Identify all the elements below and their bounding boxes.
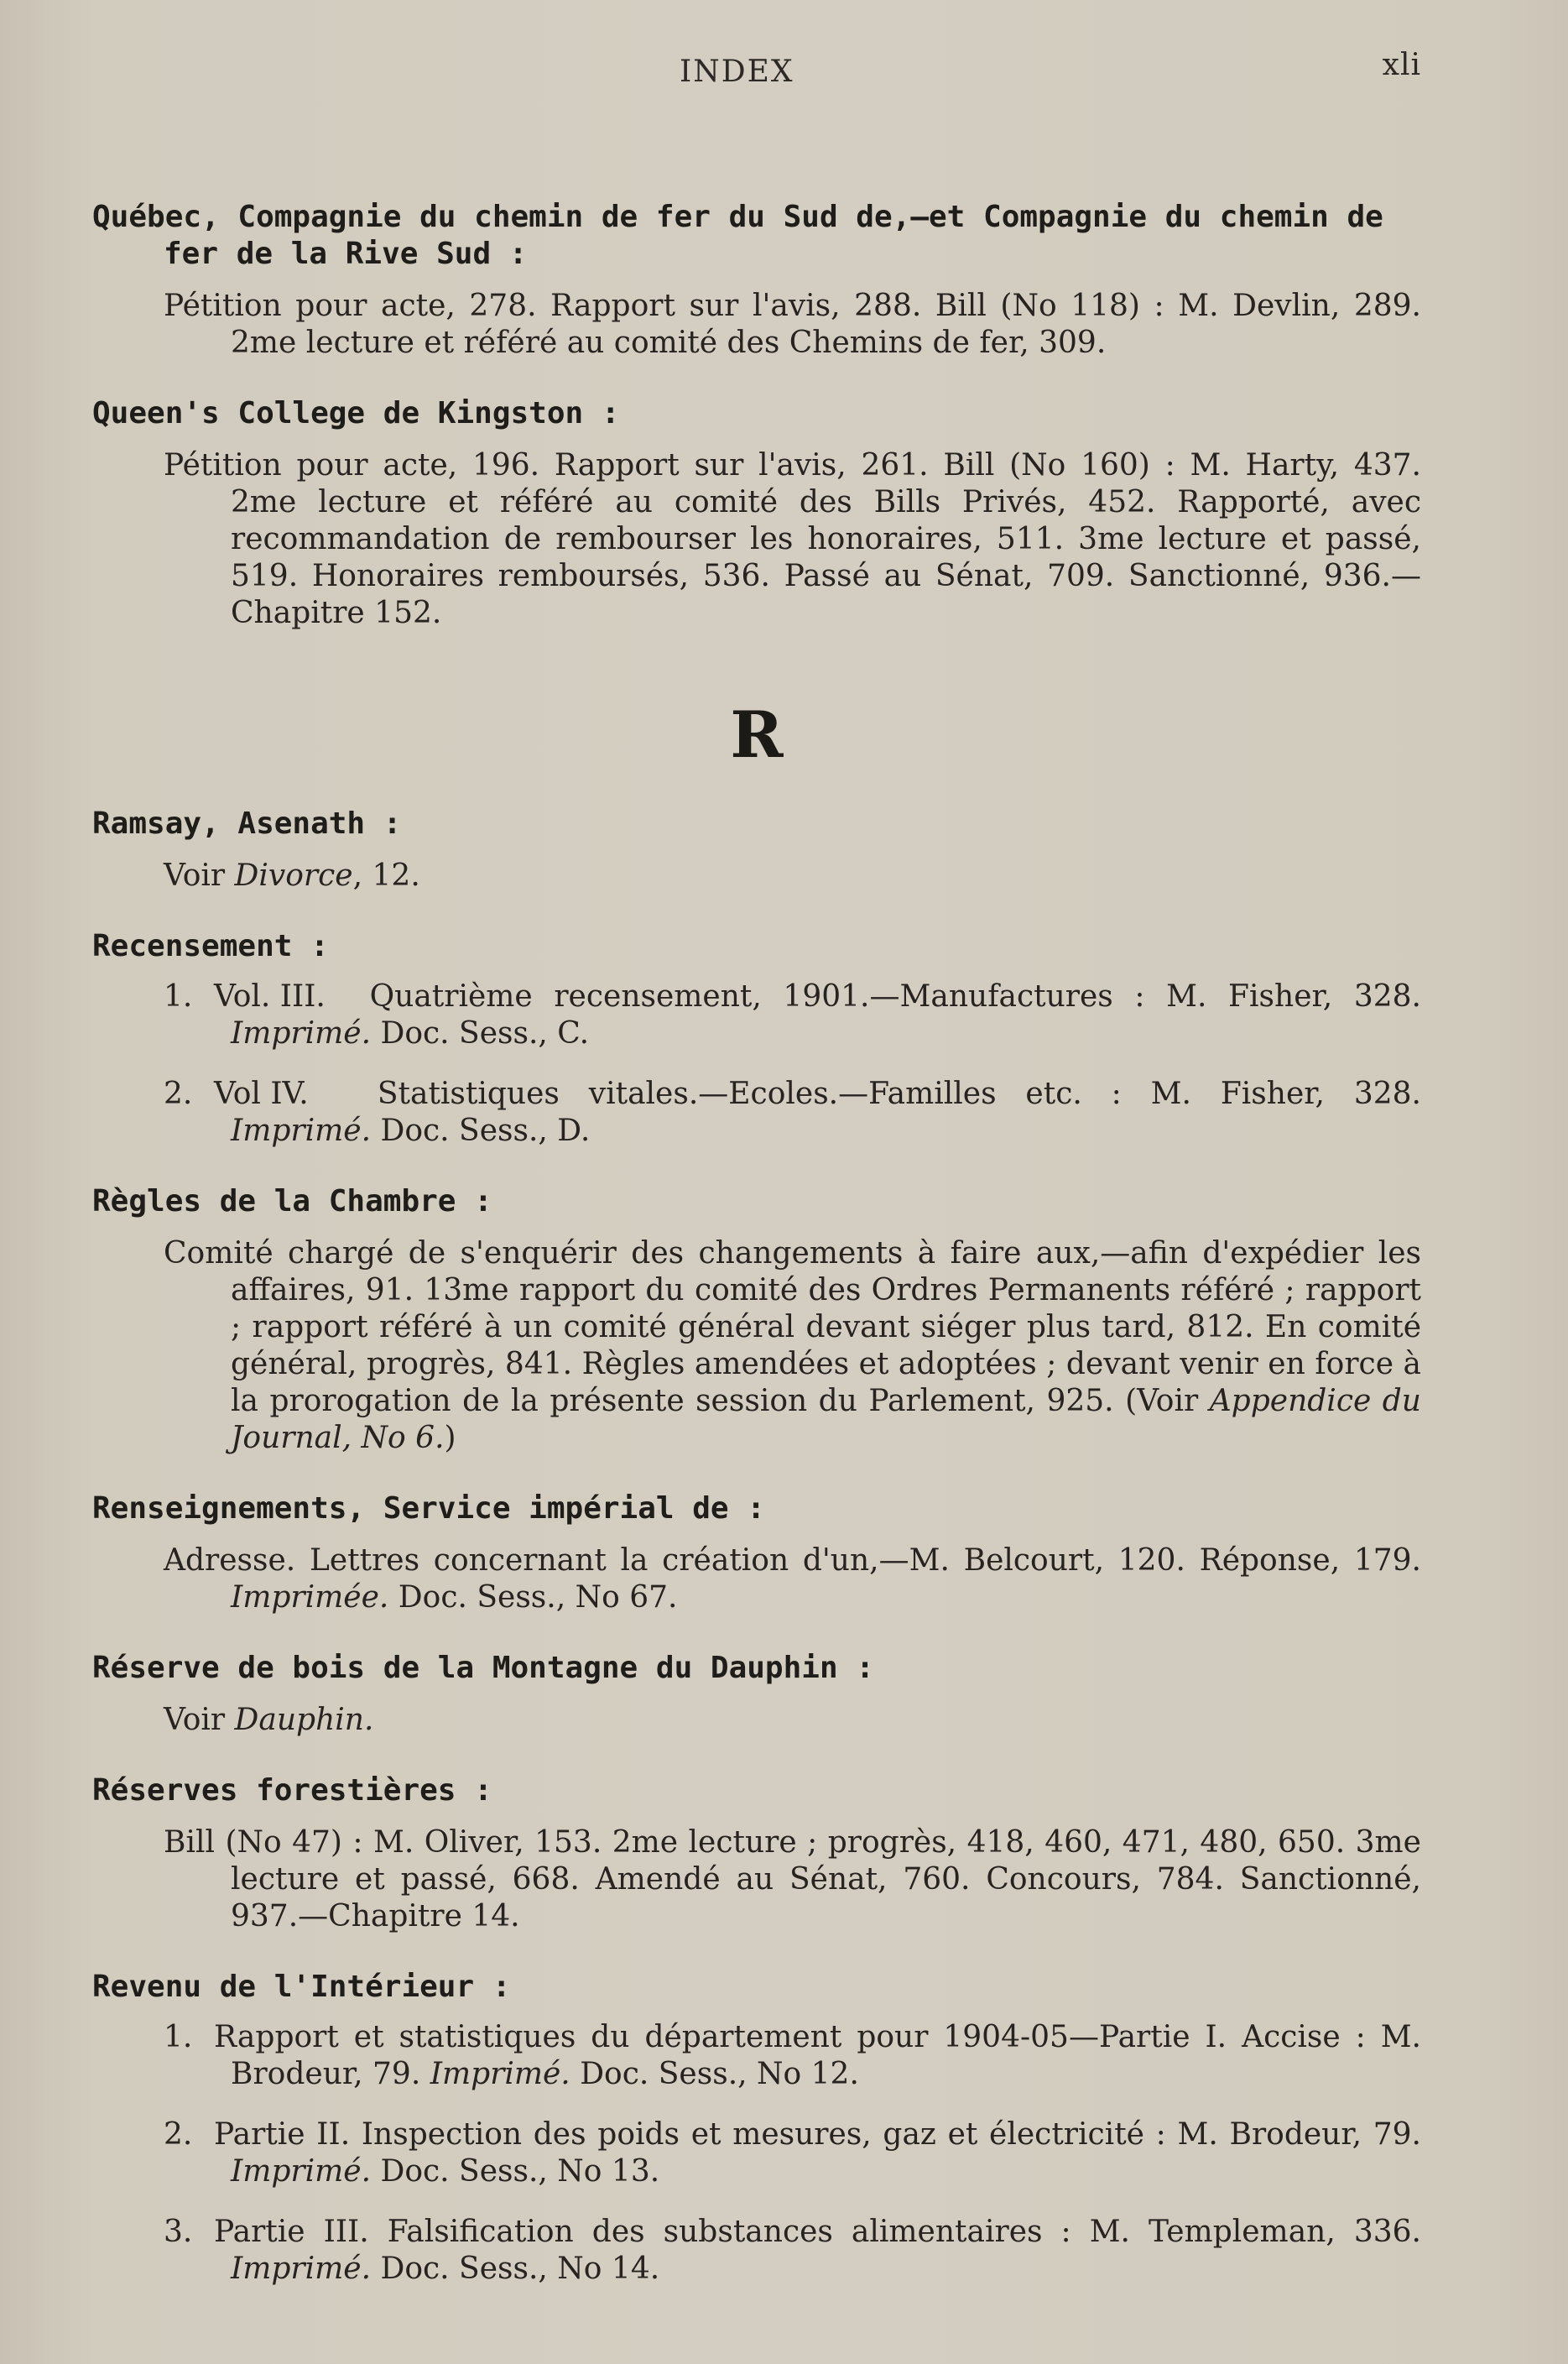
entry-body xyxy=(92,1542,1421,1616)
list-item xyxy=(92,978,1421,1052)
item-italic: Imprimé. xyxy=(231,1114,372,1148)
item-lead: Vol. III. xyxy=(214,979,326,1014)
index-entry-regles xyxy=(92,1183,1421,1457)
list-item xyxy=(92,1076,1421,1150)
entry-heading: Réserve de bois de la Montagne du Dauphin : xyxy=(92,1651,874,1685)
entry-body xyxy=(92,858,1421,895)
list-item xyxy=(92,2019,1421,2093)
item-italic: Imprimé. xyxy=(231,1016,372,1051)
section-letter: R xyxy=(730,697,784,772)
index-entry-queens-college xyxy=(92,395,1421,632)
item-text: Quatrième recensement, 1901.—Manufactures : M. Fisher, 328. xyxy=(369,979,1421,1014)
body-suffix: Doc. Sess., No 67. xyxy=(398,1580,678,1615)
body-suffix: , 12. xyxy=(352,858,420,893)
body-prefix: Voir xyxy=(164,858,235,893)
entry-body: Pétition pour acte, 278. Rapport sur l'avis, 288. Bill (No 118) : M. Devlin, 289. 2me lecture et référé au comité des Chemins de fer, 309. xyxy=(164,289,1421,360)
item-text: Partie II. Inspection des poids et mesures, gaz et électricité : M. Brodeur, 79. xyxy=(214,2117,1421,2152)
item-lead: Vol IV. xyxy=(214,1077,309,1111)
entry-heading: Québec, Compagnie du chemin de fer du Sud de,—et Compagnie du chemin de fer de la Rive Sud : xyxy=(92,200,1383,271)
item-text: Statistiques vitales.—Ecoles.—Familles etc. : M. Fisher, 328. xyxy=(377,1077,1421,1111)
item-italic: Imprimé. xyxy=(231,2252,372,2286)
entry-body: Pétition pour acte, 196. Rapport sur l'avis, 261. Bill (No 160) : M. Harty, 437. 2me lecture et référé au comité des Bills Privés, 452. Rapporté, avec recommandation de rembourser les honoraires, 511. 3me lecture et passé, 519. Honoraires remboursés, 536. Passé au Sénat, 709. Sanctionné, 936.—Chapitre 152. xyxy=(164,448,1421,630)
entry-heading: Règles de la Chambre : xyxy=(92,1184,492,1219)
body-text: Comité chargé de s'enquérir des changements à faire aux,—afin d'expédier les affaires, 91. 13me rapport du comité des Ordres Permanents référé ; rapport ; rapport référé à un comité général devant siéger plus tard, 812. En comité général, progrès, 841. Règles amendées et adoptées ; devant venir en force à la prorogation de la présente session du Parlement, 925. (Voir xyxy=(164,1236,1421,1418)
item-tail: Doc. Sess., No 14. xyxy=(380,2252,660,2286)
index-entry-renseignements xyxy=(92,1490,1421,1616)
item-text: Partie III. Falsification des substances alimentaires : M. Templeman, 336. xyxy=(214,2215,1421,2249)
index-entry-ramsay xyxy=(92,806,1421,895)
body-italic: Divorce xyxy=(234,858,353,893)
running-head-title: INDEX xyxy=(680,55,794,89)
body-text: Adresse. Lettres concernant la création d'un,—M. Belcourt, 120. Réponse, 179. xyxy=(164,1543,1421,1578)
index-entry-quebec xyxy=(92,199,1421,362)
page-number: xli xyxy=(1382,48,1421,82)
item-number: 1. xyxy=(164,2020,193,2054)
body-italic: Appendice du Journal, No 6. xyxy=(231,1384,1421,1455)
body-prefix: Voir xyxy=(164,1703,235,1737)
item-italic: Imprimé. xyxy=(430,2057,570,2091)
body-suffix: ) xyxy=(444,1421,456,1455)
item-tail: Doc. Sess., No 13. xyxy=(380,2154,660,2189)
index-entry-recensement xyxy=(92,928,1421,1150)
entry-body xyxy=(92,1702,1421,1739)
running-head xyxy=(92,46,1421,105)
item-text: Rapport et statistiques du département pour 1904-05—Partie I. Accise : M. Brodeur, 79. xyxy=(214,2020,1421,2091)
item-italic: Imprimé. xyxy=(231,2154,372,2189)
item-tail: Doc. Sess., C. xyxy=(380,1016,590,1051)
index-entry-revenu xyxy=(92,1969,1421,2288)
entry-heading: Renseignements, Service impérial de : xyxy=(92,1491,765,1526)
entry-body xyxy=(92,1235,1421,1457)
entry-heading: Revenu de l'Intérieur : xyxy=(92,1970,511,2004)
item-tail: Doc. Sess., No 12. xyxy=(580,2057,859,2091)
item-number: 2. xyxy=(164,1077,193,1111)
entry-heading: Ramsay, Asenath : xyxy=(92,806,402,841)
entry-body: Bill (No 47) : M. Oliver, 153. 2me lecture ; progrès, 418, 460, 471, 480, 650. 3me lecture et passé, 668. Amendé au Sénat, 760. Concours, 784. Sanctionné, 937.—Chapitre 14. xyxy=(164,1825,1421,1933)
body-italic: Imprimée. xyxy=(231,1580,389,1615)
item-number: 3. xyxy=(164,2215,193,2249)
item-number: 1. xyxy=(164,979,193,1014)
item-number: 2. xyxy=(164,2117,193,2152)
index-entry-reserve-bois xyxy=(92,1650,1421,1739)
list-item xyxy=(92,2214,1421,2288)
body-italic: Dauphin. xyxy=(234,1703,374,1737)
list-item xyxy=(92,2116,1421,2190)
entry-heading: Réserves forestières : xyxy=(92,1773,492,1808)
entry-heading: Recensement : xyxy=(92,929,329,963)
index-entry-reserves-forestieres xyxy=(92,1772,1421,1935)
entry-heading: Queen's College de Kingston : xyxy=(92,396,620,431)
item-tail: Doc. Sess., D. xyxy=(380,1114,591,1148)
